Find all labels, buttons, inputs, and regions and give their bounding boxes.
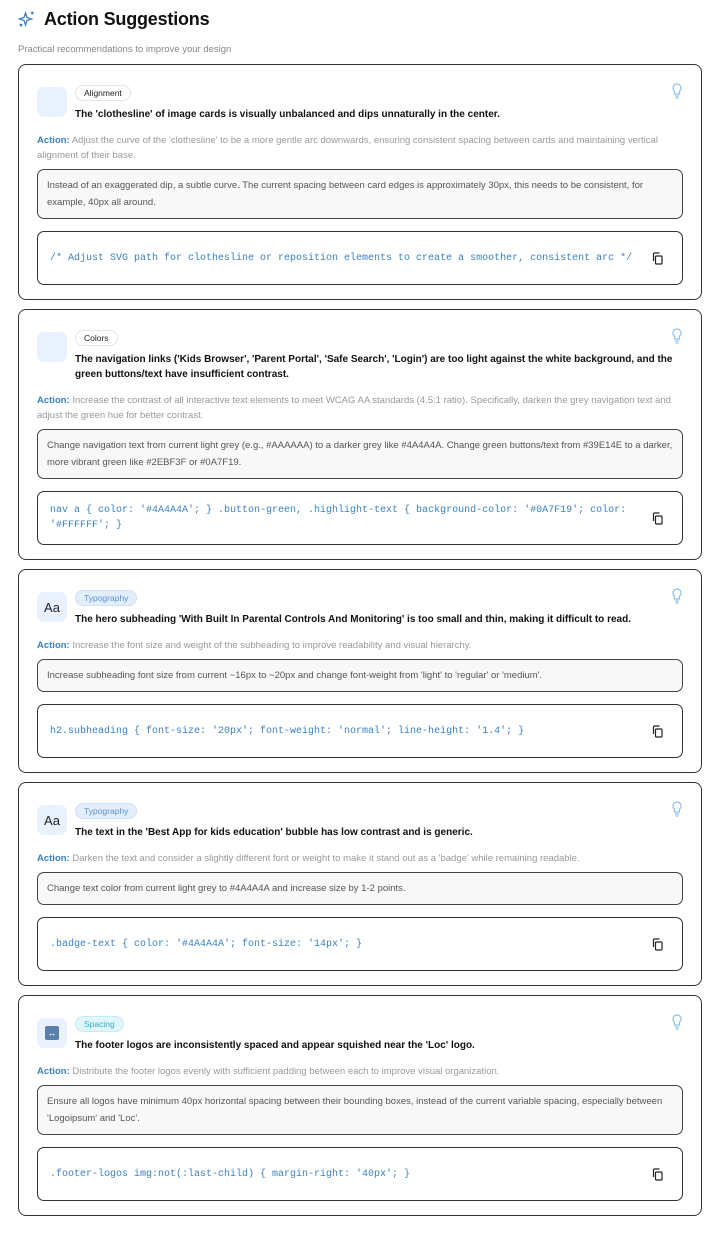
detail-box: Increase subheading font size from current ~16px to ~20px and change font-weight from 'light' to 'regular' or 'medium'.: [37, 659, 683, 692]
lightbulb-icon: [671, 83, 683, 99]
sparkles-icon: [18, 10, 36, 28]
issue-text: The hero subheading 'With Built In Parental Controls And Monitoring' is too small and thin, making it difficult to read.: [75, 614, 631, 625]
copy-icon[interactable]: [652, 1168, 664, 1181]
page-subtitle: Practical recommendations to improve your design: [18, 44, 232, 55]
code-text: .badge-text { color: '#4A4A4A'; font-size: '14px'; }: [50, 938, 363, 950]
action-description: Adjust the curve of the 'clothesline' to be a more gentle arc downwards, ensuring consistent spacing between cards and maintaining vertical alignment of their base.: [37, 135, 658, 161]
action-text: [37, 1064, 683, 1079]
detail-box: Change text color from current light grey to #4A4A4A and increase size by 1-2 points.: [37, 872, 683, 905]
code-snippet[interactable]: [37, 1147, 683, 1201]
action-label: Action:: [37, 1066, 70, 1077]
action-description: Increase the contrast of all interactive text elements to meet WCAG AA standards (4.5:1 ratio). Specifically, darken the grey navigation text and adjust the green hue for better contrast.: [37, 395, 671, 421]
code-text: h2.subheading { font-size: '20px'; font-weight: 'normal'; line-height: '1.4'; }: [50, 725, 525, 737]
copy-icon[interactable]: [652, 252, 664, 265]
detail-box: Ensure all logos have minimum 40px horizontal spacing between their bounding boxes, instead of the current variable spacing, especially between 'Logoipsum' and 'Loc'.: [37, 1085, 683, 1135]
lightbulb-icon: [671, 588, 683, 604]
category-icon-text: Aa: [44, 812, 60, 828]
category-icon: [37, 1018, 67, 1048]
copy-icon[interactable]: [652, 938, 664, 951]
lightbulb-icon: [671, 328, 683, 344]
suggestion-card: [18, 64, 702, 300]
detail-box: Change navigation text from current light grey (e.g., #AAAAAA) to a darker grey like #4A4A4A. Change green buttons/text from #39E14E to a darker, more vibrant green like #2EBF3F or #0A7F19.: [37, 429, 683, 479]
action-description: Darken the text and consider a slightly different font or weight to make it stand out as a 'badge' while remaining readable.: [72, 853, 580, 864]
issue-text: The 'clothesline' of image cards is visually unbalanced and dips unnaturally in the center.: [75, 109, 500, 120]
action-label: Action:: [37, 640, 70, 651]
category-icon: [37, 332, 67, 362]
issue-text: The navigation links ('Kids Browser', 'Parent Portal', 'Safe Search', 'Login') are too light against the white background, and the green buttons/text have insufficient contrast.: [75, 354, 673, 380]
code-snippet[interactable]: [37, 231, 683, 285]
action-label: Action:: [37, 853, 70, 864]
code-text: /* Adjust SVG path for clothesline or reposition elements to create a smoother, consistent arc */: [50, 252, 633, 264]
suggestion-card: [18, 782, 702, 986]
arrows-icon-glyph: ↔: [45, 1026, 59, 1040]
code-snippet[interactable]: [37, 704, 683, 758]
action-text: [37, 638, 683, 653]
header: [0, 0, 720, 56]
issue-text: The text in the 'Best App for kids education' bubble has low contrast and is generic.: [75, 827, 473, 838]
category-badge: Typography: [75, 803, 137, 819]
category-icon-text: Aa: [44, 599, 60, 615]
issue-text: The footer logos are inconsistently spaced and appear squished near the 'Loc' logo.: [75, 1040, 475, 1051]
category-icon: [37, 592, 67, 622]
action-text: [37, 393, 683, 423]
page-title: Action Suggestions: [44, 8, 210, 29]
action-label: Action:: [37, 395, 70, 406]
category-icon: [37, 87, 67, 117]
detail-box: Instead of an exaggerated dip, a subtle curve. The current spacing between card edges is approximately 30px, this needs to be consistent, for example, 40px all around.: [37, 169, 683, 219]
action-description: Increase the font size and weight of the subheading to improve readability and visual hierarchy.: [72, 640, 472, 651]
lightbulb-icon: [671, 1014, 683, 1030]
action-description: Distribute the footer logos evenly with sufficient padding between each to improve visual organization.: [72, 1066, 500, 1077]
copy-icon[interactable]: [652, 512, 664, 525]
action-text: [37, 851, 683, 866]
suggestion-card: [18, 309, 702, 560]
suggestion-list: [0, 64, 720, 1216]
copy-icon[interactable]: [652, 725, 664, 738]
category-badge: Spacing: [75, 1016, 124, 1032]
category-badge: Alignment: [75, 85, 131, 101]
lightbulb-icon: [671, 801, 683, 817]
action-label: Action:: [37, 135, 70, 146]
suggestion-card: [18, 569, 702, 773]
code-snippet[interactable]: [37, 491, 683, 545]
code-text: nav a { color: '#4A4A4A'; } .button-green, .highlight-text { background-color: '#0A7F19'; color: '#FFFFFF'; }: [50, 505, 627, 531]
code-snippet[interactable]: [37, 917, 683, 971]
code-text: .footer-logos img:not(:last-child) { margin-right: '40px'; }: [50, 1168, 411, 1180]
category-badge: Colors: [75, 330, 118, 346]
category-badge: Typography: [75, 590, 137, 606]
action-text: [37, 133, 683, 163]
suggestion-card: [18, 995, 702, 1216]
category-icon: [37, 805, 67, 835]
